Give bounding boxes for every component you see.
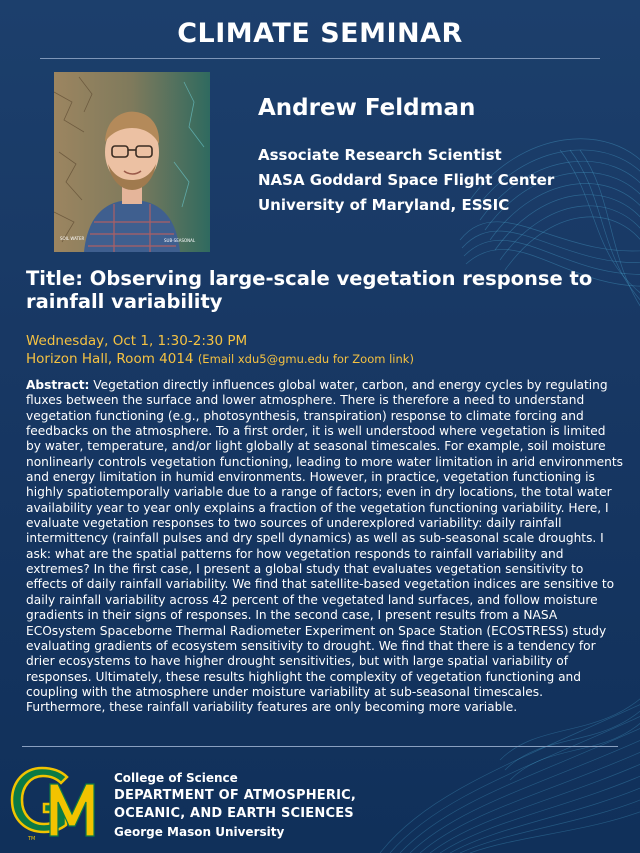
department-line-2: OCEANIC, AND EARTH SCIENCES [114, 806, 354, 821]
speaker-title: Associate Research Scientist [258, 146, 502, 164]
talk-location [26, 351, 414, 367]
svg-text:SOIL WATER: SOIL WATER [60, 236, 85, 241]
logo-tm: TM [28, 836, 36, 842]
seminar-title: CLIMATE SEMINAR [177, 18, 463, 49]
abstract-text: Vegetation directly influences global water, carbon, and energy cycles by regulating fluxes between the surface and lower atmosphere. There is therefore a need to understand vegetation functioning (e.g., photosynthesis, transpiration) response to climate forcing and feedbacks on the atmosphere. To a first order, it is well understood where vegetation is limited by water, temperature, and/or light globally at seasonal timescales. For example, soil moisture nonlinearly controls vegetation functioning, leading to more water limitation in arid environments and energy limitation in humid environments. However, in practice, vegetation functioning is highly spatiotemporally variable due to a range of factors; even in dry locations, the total water availability year to year only explains a fraction of the vegetation functioning variability. Here, I evaluate vegetation responses to two sources of underexplored variability: daily rainfall intermittency (rainfall pulses and dry spell dynamics) as well as sub-seasonal scale droughts. I ask: what are the spatial patterns for how vegetation responds to rainfall variability and extremes? In the first case, I present a global study that evaluates vegetation sensitivity to effects of daily rainfall variability. We find that satellite-based vegetation indices are sensitive to daily rainfall variability across 42 percent of the vegetated land surfaces, and follow moisture gradients in their signs of responses. In the second case, I present results from a NASA ECOsystem Spaceborne Thermal Radiometer Experiment on Space Station (ECOSTRESS) study evaluating gradients of ecosystem sensitivity to drought. We find that there is a tendency for drier ecosystems to have higher drought sensitivities, but with large spatial variability of responses. Ultimately, these results highlight the complexity of vegetation functioning and coupling with the atmosphere under moisture variability at sub-seasonal timescales. Furthermore, these rainfall variability features are only becoming more variable. [26, 378, 623, 715]
gmu-logo [6, 762, 98, 842]
speaker-photo [54, 72, 210, 252]
college-name: College of Science [114, 771, 238, 785]
speaker-institution: NASA Goddard Space Flight Center [258, 171, 555, 189]
room: Horizon Hall, Room 4014 [26, 351, 194, 367]
speaker-portrait-illustration [54, 72, 210, 252]
department-line-1: DEPARTMENT OF ATMOSPHERIC, [114, 788, 356, 803]
footer-divider [22, 746, 618, 747]
zoom-link-note[interactable]: (Email xdu5@gmu.edu for Zoom link) [197, 352, 414, 366]
svg-text:SUB-SEASONAL: SUB-SEASONAL [164, 238, 196, 243]
speaker-affiliation: University of Maryland, ESSIC [258, 196, 510, 214]
abstract-label: Abstract: [26, 378, 90, 392]
talk-date-time: Wednesday, Oct 1, 1:30-2:30 PM [26, 333, 248, 349]
university-name: George Mason University [114, 825, 285, 839]
talk-title: Title: Observing large-scale vegetation response to rainfall variability [26, 267, 593, 314]
speaker-name: Andrew Feldman [258, 95, 476, 121]
abstract [26, 378, 624, 716]
header-divider [40, 58, 600, 59]
